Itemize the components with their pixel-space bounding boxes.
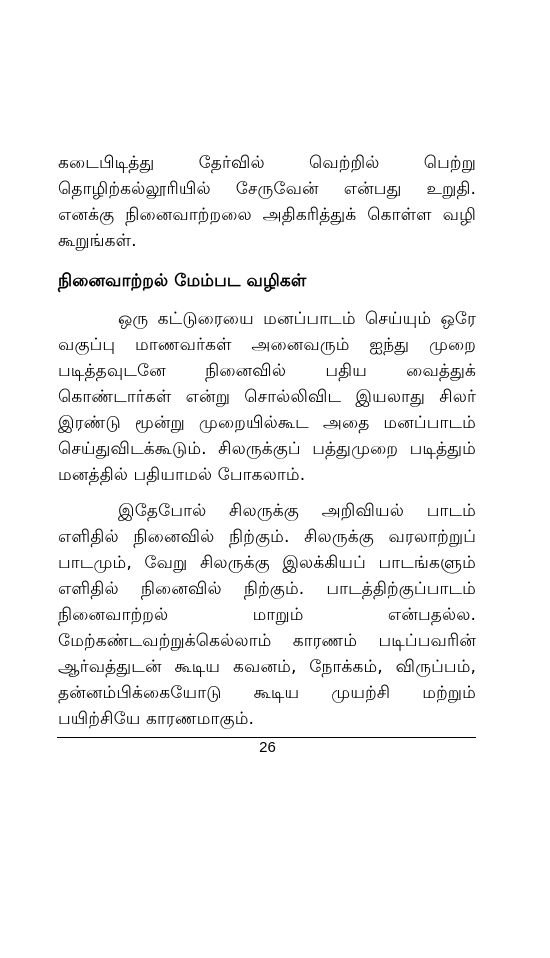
text-line: இதேபோல் சிலருக்கு அறிவியல் பாடம் — [118, 501, 476, 521]
text-line: பாடமும், வேறு சிலருக்கு இலக்கியப் பாடங்களும் — [58, 553, 476, 573]
text-line: கொண்டார்கள் என்று சொல்லிவிட இயலாது சிலர் — [58, 387, 476, 407]
text-line: மனத்தில் பதியாமல் போகலாம். — [58, 465, 306, 485]
text-line: தொழிற்கல்லூரியில் சேருவேன் என்பது உறுதி. — [58, 179, 476, 199]
text-line: மேற்கண்டவற்றுக்கெல்லாம் காரணம் படிப்பவரின் — [58, 631, 476, 651]
text-line: கடைபிடித்து தேர்வில் வெற்றில் பெற்று — [58, 153, 476, 173]
page-body — [58, 150, 476, 732]
text-line: எளிதில் நினைவில் நிற்கும். சிலருக்கு வரலாற்றுப் — [58, 527, 476, 547]
text-line: ஆர்வத்துடன் கூடிய கவனம், நோக்கம், விருப்பம், — [58, 657, 476, 677]
paragraph-2 — [58, 306, 476, 488]
section-heading: நினைவாற்றல் மேம்பட வழிகள் — [58, 271, 307, 291]
text-line: இரண்டு மூன்று முறையில்கூட அதை மனப்பாடம் — [58, 413, 476, 433]
paragraph-3 — [58, 498, 476, 732]
text-line: படித்தவுடனே நினைவில் பதிய வைத்துக் — [58, 361, 476, 381]
text-line: ஒரு கட்டுரையை மனப்பாடம் செய்யும் ஒரே — [118, 309, 476, 329]
text-line: எனக்கு நினைவாற்றலை அதிகரித்துக் கொள்ள வழி — [58, 205, 476, 225]
text-line: செய்துவிடக்கூடும். சிலருக்குப் பத்துமுறை படித்தும் — [58, 439, 476, 459]
text-line: நினைவாற்றல் மாறும் என்பதல்ல. — [58, 605, 476, 625]
text-line: வகுப்பு மாணவர்கள் அனைவரும் ஐந்து முறை — [58, 335, 476, 355]
paragraph-1 — [58, 150, 476, 254]
text-line: கூறுங்கள். — [58, 231, 137, 251]
text-line: பயிற்சியே காரணமாகும். — [58, 709, 254, 729]
page-number: 26 — [259, 739, 276, 756]
text-line: தன்னம்பிக்கையோடு கூடிய முயற்சி மற்றும் — [58, 683, 476, 703]
text-line: எளிதில் நினைவில் நிற்கும். பாடத்திற்குப்பாடம் — [58, 579, 476, 599]
